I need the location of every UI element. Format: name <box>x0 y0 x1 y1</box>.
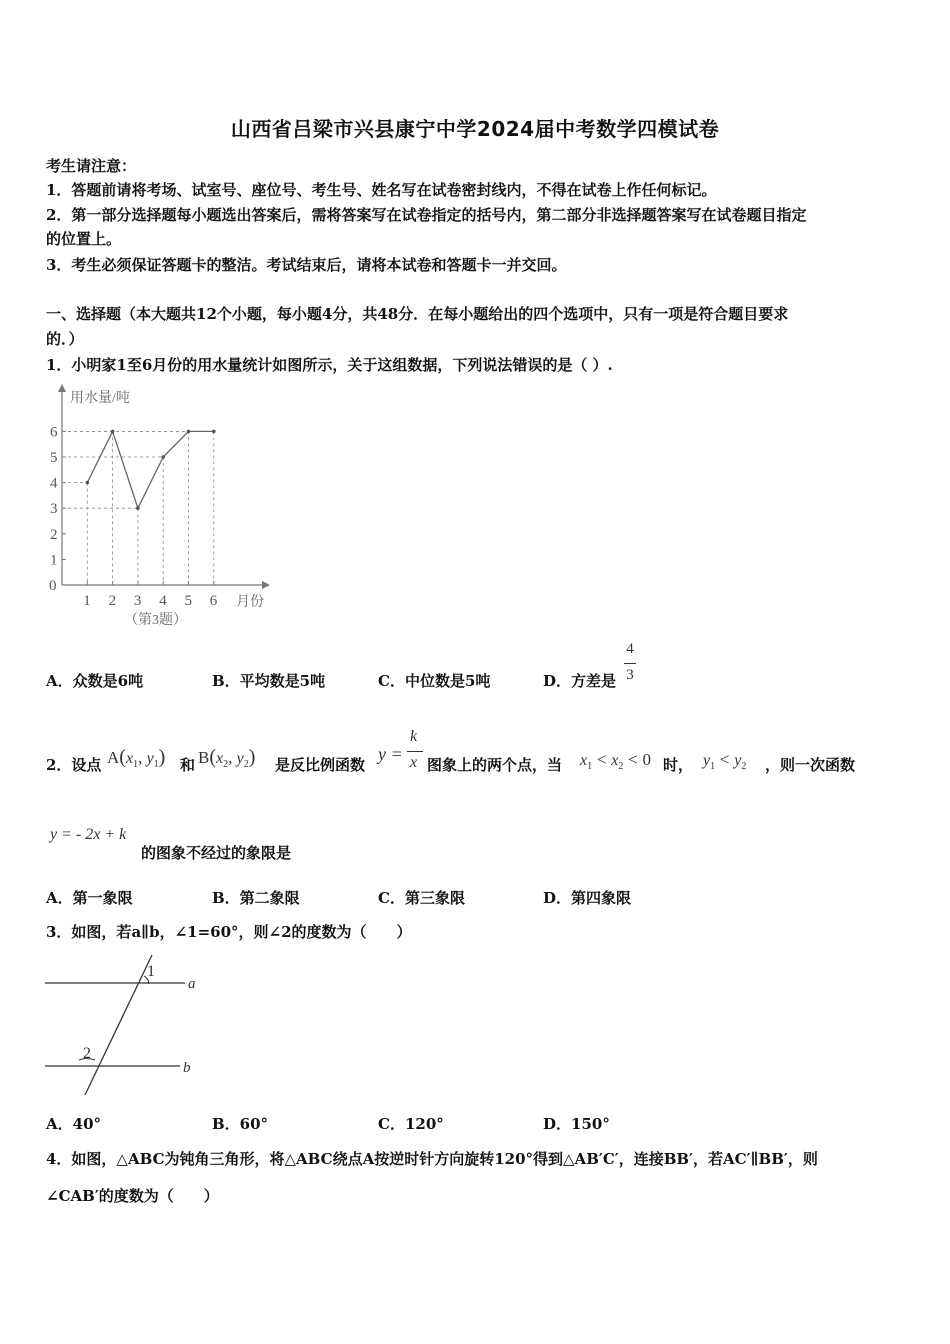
data-point <box>212 430 216 434</box>
q2-func-x: x <box>410 754 418 771</box>
x-axis-arrow <box>262 581 270 589</box>
q1-option-a: A．众数是6吨 <box>46 672 144 690</box>
q2-func-bar <box>407 751 423 752</box>
data-point <box>161 455 165 459</box>
q2-option-b: B．第二象限 <box>212 889 300 907</box>
line-b-label: b <box>183 1060 191 1076</box>
q1-d-frac-den: 3 <box>626 667 634 683</box>
q1-stem: 1．小明家1至6月份的用水量统计如图所示，关于这组数据，下列说法错误的是（ ）. <box>46 356 613 374</box>
q2-and: 和 <box>180 756 196 774</box>
q1-option-c: C．中位数是5吨 <box>378 672 491 690</box>
notice-heading: 考生请注意： <box>46 157 137 175</box>
q1-line-chart <box>40 380 280 630</box>
q2-option-c: C．第三象限 <box>378 889 465 907</box>
data-point <box>111 430 115 434</box>
y-tick-label: 1 <box>50 552 58 569</box>
q2-point-a: $A(x_1$, $y_1$) <box>107 746 166 770</box>
notice-item-3: 3．考生必须保证答题卡的整洁。考试结束后，请将本试卷和答题卡一并交回。 <box>46 256 567 274</box>
notice-item-2-line2: 的位置上。 <box>46 230 122 248</box>
q2-after-func: 图象上的两个点，当 <box>427 756 563 774</box>
section1-line2: 的．） <box>46 330 84 348</box>
q2-lead: 2．设点 <box>46 756 102 774</box>
angle1-label: 1 <box>147 963 155 980</box>
y-tick-label: 3 <box>50 501 58 518</box>
data-point <box>187 430 191 434</box>
data-point <box>86 481 90 485</box>
q2-shi: 时， <box>663 756 694 774</box>
x-tick-label: 3 <box>133 593 142 609</box>
x-tick-label: 6 <box>209 593 218 609</box>
transversal-line <box>85 955 152 1095</box>
data-point <box>136 506 140 510</box>
x-tick-label: 1 <box>83 593 91 609</box>
q2-mid: 是反比例函数 <box>275 756 366 774</box>
y-tick-label: 5 <box>50 450 58 466</box>
q1-d-frac-num: 4 <box>626 641 634 657</box>
q2-line2: 的图象不经过的象限是 <box>141 844 292 862</box>
page-title: 山西省吕梁市兴县康宁中学2024届中考数学四模试卷 <box>230 117 720 141</box>
q3-option-d: D．150° <box>543 1115 610 1133</box>
q3-option-a: A．40° <box>46 1115 102 1133</box>
y-tick-label: 2 <box>50 526 58 543</box>
x-tick-label: 4 <box>159 593 167 609</box>
q3-option-b: B．60° <box>212 1115 269 1133</box>
y-tick-label: 6 <box>50 424 58 441</box>
q2-condition-y: $y_1 < y_2$ <box>703 750 747 772</box>
notice-item-2-line1: 2．第一部分选择题每小题选出答案后，需将答案写在试卷指定的括号内，第二部分非选择题答案写在试卷题目指定 <box>46 206 807 224</box>
y-axis-label: 用水量/吨 <box>70 391 130 406</box>
q2-option-a: A．第一象限 <box>46 889 133 907</box>
q3-option-c: C．120° <box>378 1115 444 1133</box>
q2-point-b: $B(x_2$, $y_2$) <box>198 746 256 770</box>
q1-d-frac-bar <box>624 663 636 664</box>
y-axis-arrow <box>58 384 66 392</box>
q4-line2: ∠CAB′的度数为（ ） <box>46 1187 219 1205</box>
q2-func-k: k <box>410 728 418 745</box>
q2-linear-function: y = - 2x + k <box>50 826 127 843</box>
y-tick-label: 0 <box>49 578 57 594</box>
q2-option-d: D．第四象限 <box>543 889 632 907</box>
series-line <box>87 431 214 508</box>
x-axis-label: 月份 <box>236 595 264 610</box>
section1-line1: 一、选择题（本大题共12个小题，每小题4分，共48分．在每小题给出的四个选项中，只有一项是符合题目要求 <box>46 305 789 323</box>
q2-condition-x: $x_1 < x_2 < 0$ <box>580 750 652 772</box>
x-tick-label: 5 <box>184 593 192 609</box>
angle2-label: 2 <box>83 1045 91 1062</box>
line-a-label: a <box>188 976 196 992</box>
q1-option-d: D．方差是 <box>543 672 617 690</box>
q2-func-y: y = <box>378 744 403 764</box>
notice-item-1: 1．答题前请将考场、试室号、座位号、考生号、姓名写在试卷密封线内，不得在试卷上作任何标记。 <box>46 181 717 199</box>
q4-line1: 4．如图，△ABC为钝角三角形，将△ABC绕点A按逆时针方向旋转120°得到△AB′C′，连接BB′，若AC′∥BB′，则 <box>46 1150 818 1168</box>
chart-caption: （第3题） <box>124 613 187 628</box>
x-tick-label: 2 <box>108 593 117 609</box>
q2-tail: ，则一次函数 <box>765 756 856 774</box>
q3-parallel-lines-figure <box>40 950 210 1100</box>
q1-option-b: B．平均数是5吨 <box>212 672 326 690</box>
q3-stem: 3．如图，若a∥b，∠1=60°，则∠2的度数为（ ） <box>46 923 412 941</box>
y-tick-label: 4 <box>50 475 58 492</box>
